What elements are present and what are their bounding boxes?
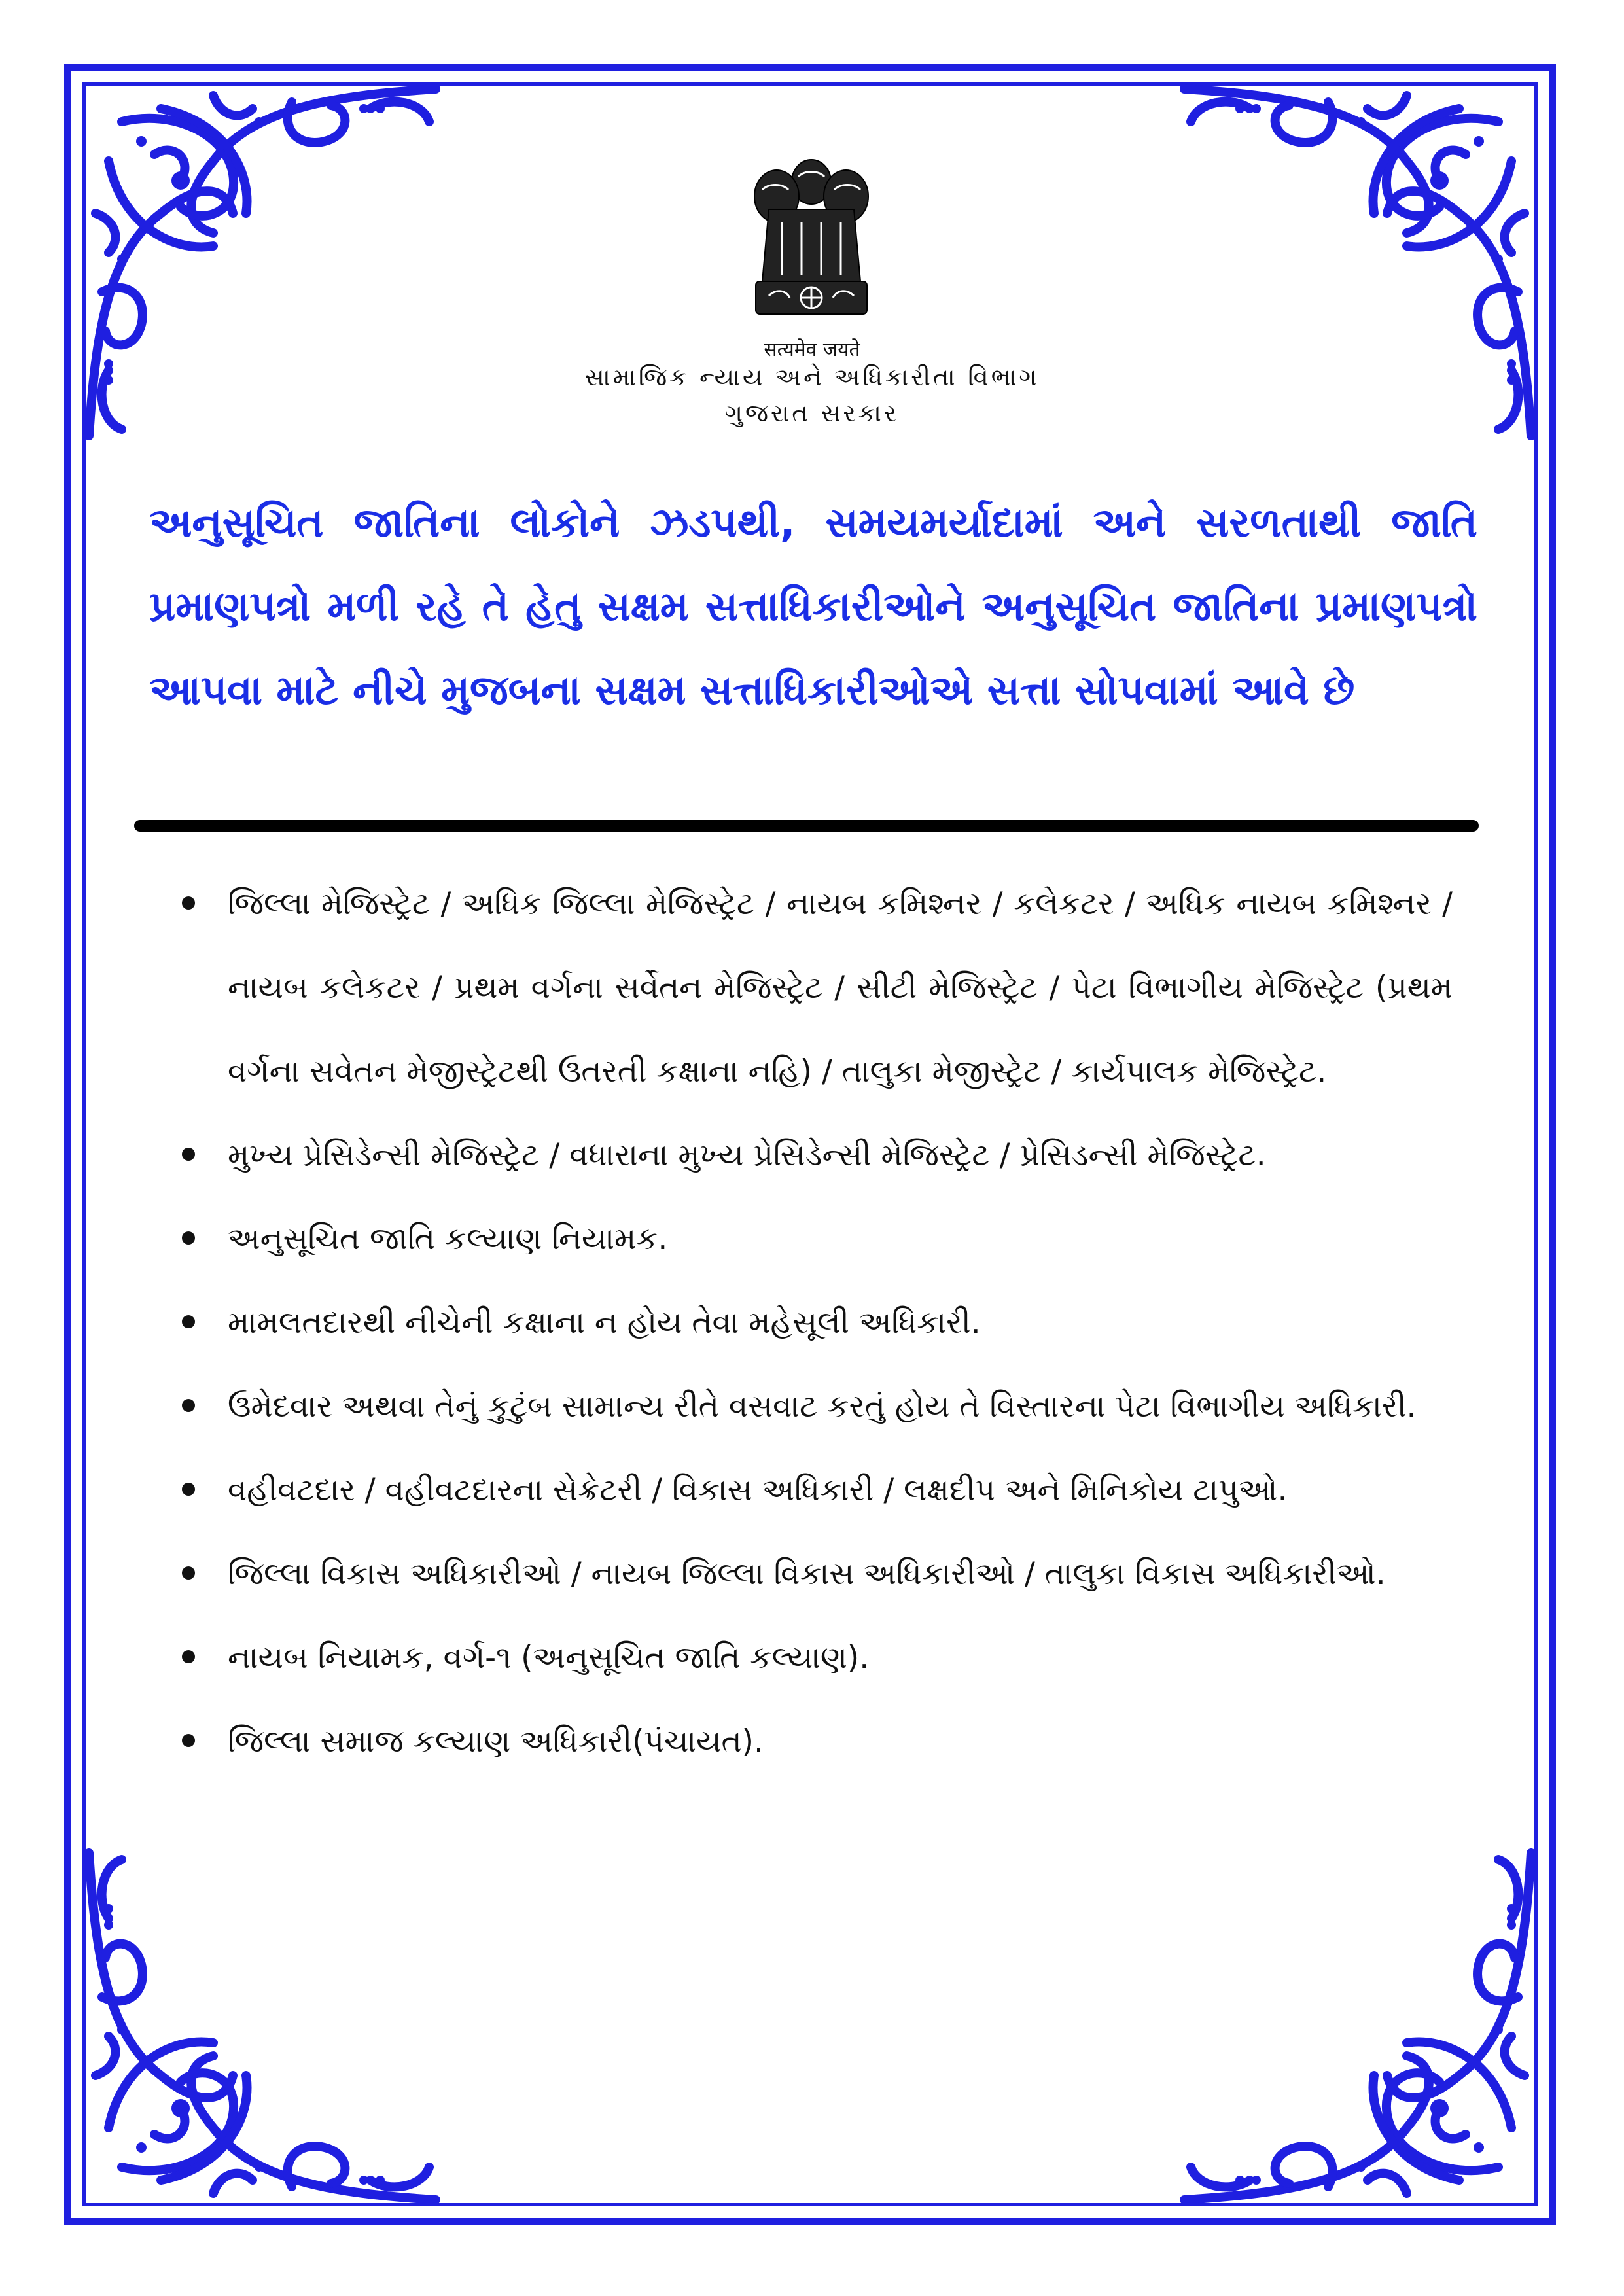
bullet-icon — [182, 1566, 195, 1580]
bullet-icon — [182, 1650, 195, 1663]
list-item-text: જિલ્લા સમાજ કલ્યાણ અધિકારી(પંચાયત). — [228, 1723, 764, 1759]
bullet-icon — [182, 1148, 195, 1161]
bullet-icon — [182, 1734, 195, 1747]
corner-ornament-icon — [1171, 82, 1538, 449]
list-item — [177, 1532, 1453, 1616]
list-item-text: મામલતદારથી નીચેની કક્ષાના ન હોય તેવા મહેસૂલી અધિકારી. — [228, 1305, 981, 1341]
list-item — [177, 1197, 1453, 1281]
list-item — [177, 1616, 1453, 1700]
list-item — [177, 1700, 1453, 1784]
bullet-icon — [182, 1399, 195, 1412]
list-item-text: જિલ્લા વિકાસ અધિકારીઓ / નાયબ જિલ્લા વિકાસ અધિકારીઓ / તાલુકા વિકાસ અધિકારીઓ. — [228, 1556, 1386, 1592]
government-name: ગુજરાત સરકાર — [725, 399, 899, 427]
list-item-text: નાયબ નિયામક, વર્ગ-૧ (અનુસૂચિત જાતિ કલ્યાણ). — [228, 1640, 870, 1676]
corner-ornament-icon — [1171, 1840, 1538, 2206]
list-item — [177, 1114, 1453, 1197]
bullet-icon — [182, 896, 195, 910]
bullet-icon — [182, 1231, 195, 1245]
corner-ornament-icon — [82, 1840, 449, 2206]
list-item-text: ઉમેદવાર અથવા તેનું કુટુંબ સામાન્ય રીતે વસવાટ કરતું હોય તે વિસ્તારના પેટા વિભાગીય અધિકારી. — [228, 1388, 1417, 1424]
authority-list — [177, 862, 1453, 1784]
list-item-text: વહીવટદાર / વહીવટદારના સેક્રેટરી / વિકાસ અધિકારી / લક્ષદીપ અને મિનિકોય ટાપુઓ. — [228, 1472, 1288, 1508]
page-title: અનુસૂચિત જાતિના લોકોને ઝડપથી, સમયમર્યાદામાં અને સરળતાથી જાતિ પ્રમાણપત્રો મળી રહે તે હેતુ સક્ષમ સત્તાધિકારીઓને અનુસૂચિત જાતિના પ્રમાણપત્રો આપવા માટે નીચે મુજબના સક્ષમ સત્તાધિકારીઓએ સત્તા સોપવામાં આવે છે — [149, 499, 1477, 714]
list-item — [177, 862, 1453, 1114]
emblem-motto: सत्यमेव जयते — [764, 338, 860, 361]
national-emblem-icon — [730, 150, 893, 334]
list-item — [177, 1449, 1453, 1532]
bullet-icon — [182, 1315, 195, 1328]
bullet-icon — [182, 1483, 195, 1496]
list-item — [177, 1281, 1453, 1365]
divider — [134, 820, 1479, 832]
list-item — [177, 1365, 1453, 1449]
department-name: સામાજિક ન્યાય અને અધિકારીતા વિભાગ — [584, 363, 1040, 391]
list-item-text: મુખ્ય પ્રેસિડેન્સી મેજિસ્ટ્રેટ / વધારાના મુખ્ય પ્રેસિડેન્સી મેજિસ્ટ્રેટ / પ્રેસિડન્સી મેજિસ્ટ્રેટ. — [228, 1137, 1266, 1173]
list-item-text: અનુસૂચિત જાતિ કલ્યાણ નિયામક. — [228, 1221, 668, 1257]
corner-ornament-icon — [82, 82, 449, 449]
list-item-text: જિલ્લા મેજિસ્ટ્રેટ / અધિક જિલ્લા મેજિસ્ટ્રેટ / નાયબ કમિશ્નર / કલેકટર / અધિક નાયબ કમિશ્નર / નાયબ કલેકટર / પ્રથમ વર્ગના સર્વેતન મેજિસ્ટ્રેટ / સીટી મેજિસ્ટ્રેટ / પેટા વિભાગીય મેજિસ્ટ્રેટ (પ્રથમ વર્ગના સવેતન મેજીસ્ટ્રેટથી ઉતરતી કક્ષાના નહિ) / તાલુકા મેજીસ્ટ્રેટ / કાર્યપાલક મેજિસ્ટ્રેટ. — [228, 886, 1453, 1089]
